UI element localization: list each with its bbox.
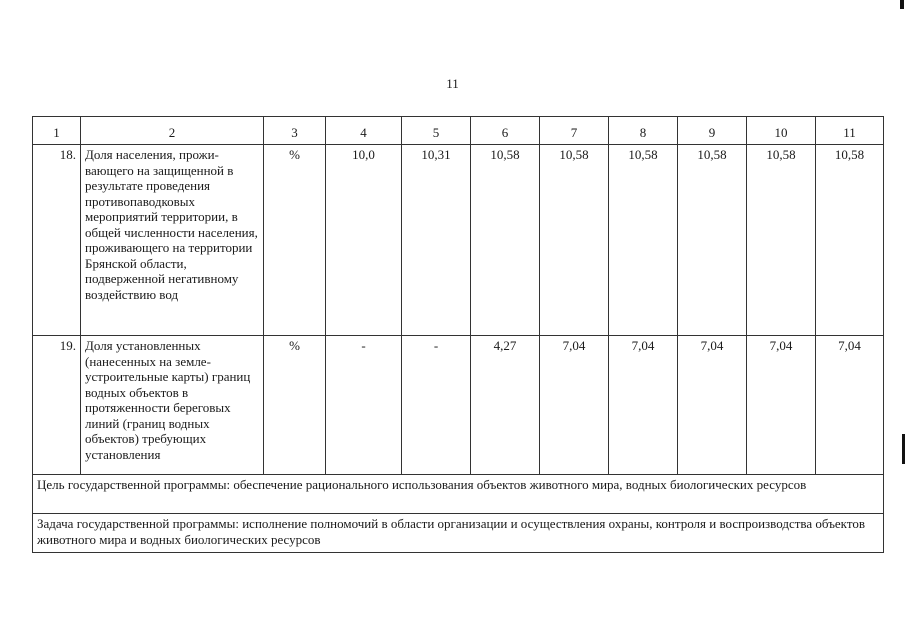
- column-header: 7: [540, 117, 609, 145]
- column-header: 10: [747, 117, 816, 145]
- value-cell: -: [326, 336, 402, 475]
- value-cell: 4,27: [471, 336, 540, 475]
- column-header: 5: [402, 117, 471, 145]
- indicator-name: Доля населения, прожи-вающего на защищенной в результате проведения противопаводковых мероприятий территории, в общей численности населения, проживающего на территории Брянской области, подверженной негативному воздействию вод: [81, 145, 264, 336]
- value-cell: 7,04: [747, 336, 816, 475]
- value-cell: 7,04: [678, 336, 747, 475]
- value-cell: 10,58: [747, 145, 816, 336]
- value-cell: 10,58: [678, 145, 747, 336]
- value-cell: 10,58: [540, 145, 609, 336]
- unit-cell: %: [264, 145, 326, 336]
- table-row: [33, 336, 884, 475]
- value-cell: 10,58: [816, 145, 884, 336]
- column-header: 2: [81, 117, 264, 145]
- table-header-row: [33, 117, 884, 145]
- column-header: 9: [678, 117, 747, 145]
- row-index: 18.: [33, 145, 81, 336]
- column-header: 4: [326, 117, 402, 145]
- scan-edge-mark: [900, 0, 904, 9]
- indicators-table: [32, 116, 884, 553]
- column-header: 11: [816, 117, 884, 145]
- task-row: [33, 514, 884, 553]
- column-header: 3: [264, 117, 326, 145]
- value-cell: 7,04: [540, 336, 609, 475]
- value-cell: -: [402, 336, 471, 475]
- table-row: [33, 145, 884, 336]
- column-header: 8: [609, 117, 678, 145]
- value-cell: 7,04: [816, 336, 884, 475]
- program-goal-text: Цель государственной программы: обеспечение рационального использования объектов животного мира, водных биологических ресурсов: [33, 475, 884, 514]
- value-cell: 10,0: [326, 145, 402, 336]
- column-header: 6: [471, 117, 540, 145]
- page-number: 11: [446, 76, 459, 91]
- value-cell: 7,04: [609, 336, 678, 475]
- value-cell: 10,58: [609, 145, 678, 336]
- value-cell: 10,58: [471, 145, 540, 336]
- column-header: 1: [33, 117, 81, 145]
- indicator-name: Доля установленных (нанесенных на земле-устроительные карты) границ водных объектов в протяженности береговых линий (границ водных объектов) требующих установления: [81, 336, 264, 475]
- goal-row: [33, 475, 884, 514]
- row-index: 19.: [33, 336, 81, 475]
- unit-cell: %: [264, 336, 326, 475]
- value-cell: 10,31: [402, 145, 471, 336]
- program-task-text: Задача государственной программы: исполнение полномочий в области организации и осуществления охраны, контроля и воспроизводства объектов животного мира и водных биологических ресурсов: [33, 514, 884, 553]
